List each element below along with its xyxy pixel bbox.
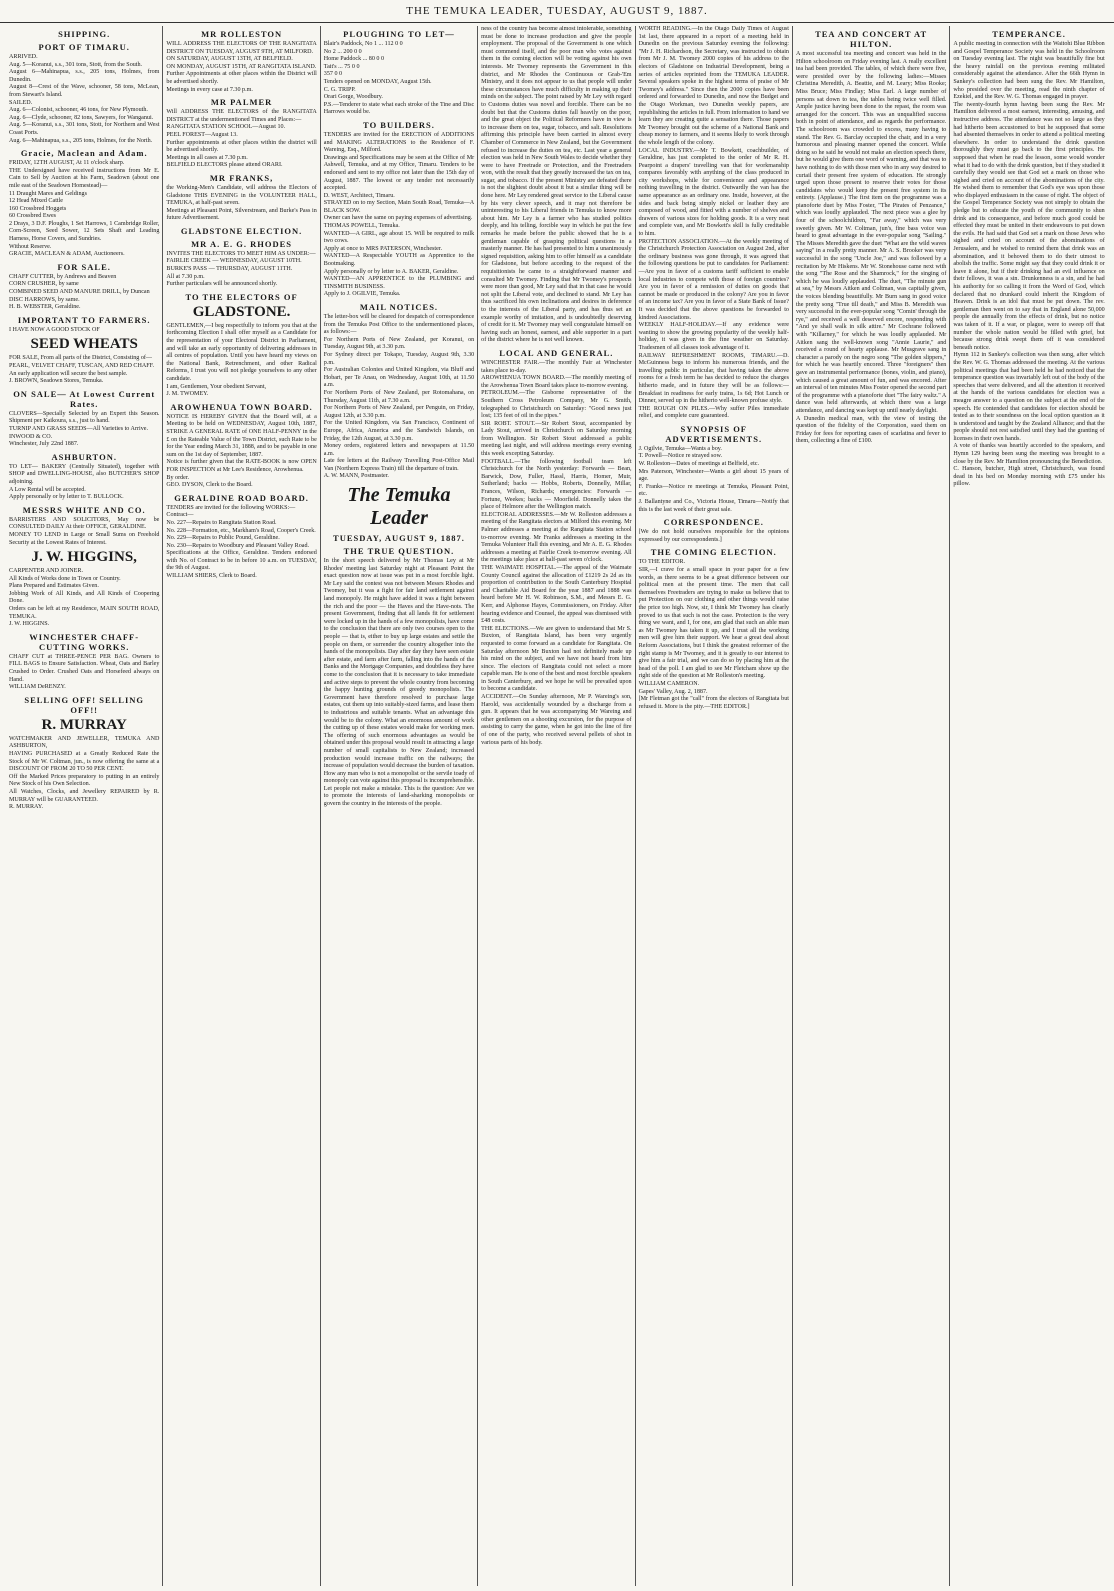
section-heading: IMPORTANT TO FARMERS. (17, 314, 151, 325)
section-heading: AROWHENUA TOWN BOARD. (170, 401, 313, 412)
column-4 (478, 26, 635, 1586)
section-heading: TEMPERANCE. (992, 29, 1066, 39)
article-text: TENDERS are invited for the following WORKS:— Contract— No. 227—Repairs to Rangitata Station Road. No. 228—Formation, etc., Markham's Road, Cooper's Creek. No. 229—Repairs to Public Pound, Geraldine. No. 230—Repairs to Woodbury and Pleasant Valley Road. Specifications at the Office, Geraldine. Tenders endorsed with No. of Contract to be in before 10 a.m. on TUESDAY, the 9th of August. WILLIAM SHIERS, Clerk to Board. (166, 504, 317, 580)
section-heading: MR FRANKS, (209, 172, 274, 183)
column-2 (163, 26, 320, 1586)
column-3 (321, 26, 478, 1586)
article-text: CLOVERS—Specially Selected by an Expert this Season. Shipment per Kaikoura, s.s., just to hand. TURNIP AND GRASS SEEDS—All Varieties to Arrive. INWOOD & CO. Winchester, July 22nd 1887. (9, 410, 160, 448)
section-heading: Gracie, Maclean and Adam. (20, 148, 148, 159)
section-heading: ASHBURTON. (51, 451, 117, 462)
article-text: BARRISTERS AND SOLICITORS, May now be CONSULTED DAILY At their OFFICE, GERALDINE. MONEY TO LEND in Large or Small Sums on Freehold Security at the Lowest Rates of Interest. (9, 516, 160, 546)
article-text: GENTLEMEN,—I beg respectfully to inform you that at the forthcoming Election I shall offer myself as a Candidate for the representation of your Electoral District in Parliament, and will take an early opportunity of delivering addresses in all centres of population. Until you have heard my views on the National Bank, Retrenchment, and other Radical Reforms, I trust you will not pledge yourselves to any other candidate. I am, Gentlemen, Your obedient Servant, J. M. TWOMEY. (166, 322, 317, 398)
section-heading: MAIL NOTICES. (359, 302, 439, 312)
article-text: TO LET— BAKERY (Centrally Situated), together with SHOP and DWELLING-HOUSE, also BUTCHER'S SHOP adjoining. A Low Rental will be accepted. Apply personally or by letter to T. BULLOCK. (9, 463, 160, 501)
section-heading: FOR SALE. (57, 261, 111, 272)
display-heading: GLADSTONE. (192, 303, 291, 320)
article-text: I HAVE NOW A GOOD STOCK OF (9, 326, 100, 333)
section-heading: MR PALMER (210, 97, 273, 108)
column-6 (793, 26, 950, 1586)
newspaper-nameplate: The Temuka Leader (347, 484, 451, 530)
article-text: The letter-box will be cleared for despatch of correspondence from the Temuka Post Office to the undermentioned places, as follows:— For Northern Ports of New Zealand, per Koranui, on Tuesday, August 9th, at 3.30 p.m. For Sydney direct per Tokapo, Tuesday, August 9th, 3.30 p.m. For Australian Colonies and United Kingdom, via Bluff and Hobart, per Te Anau, on Wednesday, August 10th, at 11.50 a.m. For Northern Ports of New Zealand, per Rotomahana, on Thursday, August 11th, at 7.30 a.m. For Northern Ports of New Zealand, per Penguin, on Friday, August 12th, at 3.30 p.m. For the United Kingdom, via San Francisco, Continent of Europe, Africa, America and the Sandwich Islands, on Friday, the 12th August, at 3.30 p.m. Money orders, registered letters and newspapers at 11.50 a.m. Late fee letters at the Railway Travelling Post-Office Mail Van (Northern Express Train) till the departure of train. A. W. MANN, Postmaster. (323, 314, 475, 480)
section-heading: LOCAL AND GENERAL. (499, 347, 614, 358)
article-text: A most successful tea meeting and concert was held in the Hilton schoolroom on Friday evening last. A really excellent tea had been provided. The tables, of which there were five, were presided over by the following ladies:—Misses Christina Meredith, A. Beattie, and M. Leary; Miss Rooke; Miss Bruce; Miss Findlay; Miss Earl. A large number of persons sat down to tea, the tables being twice well filled. Ample justice having been done to the repast, the room was arranged for the concert. This was an unqualified success both in point of attendance, and as regards the performance. The schoolroom was crowded to excess, many having to stand. The Rev. G. Barclay occupied the chair, and in a very humorous and pleasing manner opened the concert. While doing so he said he would not make an election speech there, but he would give them one word of warning, and that was to have nothing to do with those men who in any way desired to curtail their present free system of education. He strongly urged upon those present to reserve their votes for those candidates who would keep the present free system in its entirety. (Applause.) The first item on the programme was a pianoforte duet by Miss Foster, "The Pirates of Penzance," which was loudly applauded. The next piece was a glee by four of the schoolchildren, "Far away," which was very sweetly given. Mr W. Coltman, jun's, fine bass voice was heard to great advantage in the ever-popular song "Sailing." The Misses Meredith gave the duet "What are the wild waves saying" in a really pretty manner. Mr A. S. Brooker was very successful in the song "Uncle Joe," and was followed by a recitation by Mr Hiskens. Mr W. Stonehouse came next with the song "The Rose and the Shamrock," for the singing of which he was loudly applauded. The duet, "The minute gun at sea," by Messrs Aitken and Coltman, was capitally given, the voices blending beautifully. Mr Burn sang in good voice the pretty song "True till death," and Miss B. Meredith was very successful in the ever-popular song "Comin' through the rye," and received a well deserved encore, responding with "And ye shall walk in silk attire." Mr Cochrane followed with "Killarney," for which he was loudly applauded. Mr Aitken sang the well-known song "Annie Laurie," and received a round of hearty applause. Mr Musgrave sang in character a parody on the negro song "The golden slippers," for which he was heartily encored. Three "foreigners" then gave an instrumental performance (bones, violin, and piano), which caused a great amount of fun, and was encored. After an interval of ten minutes Miss Foster opened the second part of the programme with a pianoforte duet "The fairy waltz." A dance was held afterwards, at which there was a large attendance, and dancing was kept up until nearly daylight. A Dunedin medical man, with the view of testing the question of the fidelity of the Corporation, sued them on Friday for fees for reporting cases of scarlatina and fever to them, collecting a fine of £100. (795, 51, 947, 445)
article-text: WANTED—A GIRL, age about 15. Will be required to milk two cows. Apply at once to MRS PATERSON, Winchester. (323, 230, 475, 252)
section-heading: WINCHESTER CHAFF-CUTTING WORKS. (29, 631, 140, 652)
page-header: THE TEMUKA LEADER, TUESDAY, AUGUST 9, 1887. (0, 0, 1114, 23)
section-heading: ON SALE— At Lowest Current Rates. (13, 388, 156, 409)
section-heading: THE COMING ELECTION. (650, 547, 777, 558)
column-1 (6, 26, 163, 1586)
column-5 (636, 26, 793, 1586)
section-heading: CORRESPONDENCE. (663, 517, 764, 528)
section-heading: MR A. E. G. RHODES (191, 238, 293, 249)
columns (6, 26, 1108, 1586)
article-text: ARRIVED. Aug. 5—Koranui, s.s., 301 tons, Stott, from the South. August 6—Mahinapua, s.s., 205 tons, Holmes, from Dunedin. August 8—Crest of the Wave, schooner, 58 tons, McLean, from Stewart's Island. SAILED. Aug. 6—Colonist, schooner, 46 tons, for New Plymouth. Aug. 6—Clyde, schooner, 82 tons, Sawyers, for Wanganui. Aug. 5—Koranui, s.s., 301 tons, Stott, for Northern and West Coast Ports. Aug. 6—Mahinapua, s.s., 205 tons, Holmes, for the North. (9, 54, 160, 144)
article-text: Will ADDRESS THE ELECTORS of the RANGITATA DISTRICT at the undermentioned Times and Places:— RANGITATA STATION SCHOOL—August 10. PEEL FOREST—August 13. Further appointments at other places within the district will be advertised shortly. Meetings in all cases at 7.30 p.m. BELFIELD ELECTORS please attend ORARI. (166, 109, 317, 169)
article-text: FRIDAY, 12TH AUGUST, At 11 o'clock sharp. THE Undersigned have received instructions from Mr E. Cain to Sell by Auction at his Farm, Seadown (about one mile east of the Seadown Homestead)— 11 Draught Mares and Geldings 12 Head Mixed Cattle 160 Crossbred Hoggets 60 Crossbred Ewes 2 Drays, 3 D.F. Ploughs, 1 Set Harrows, 1 Cambridge Roller, Corn-Screen, Seed Sower, 12 Sets Shaft and Leading Harness, Horse Covers, and Sundries. Without Reserve. GRACIE, MACLEAN & ADAM, Auctioneers. (9, 160, 160, 258)
display-heading: SEED WHEATS (30, 336, 138, 353)
article-text: CHAFF CUTTER, by Andrews and Beaven CORN CRUSHER, by same COMBINED SEED AND MANURE DRILL, by Duncan DISC HARROWS, by same. H. B. WEBSTER, Geraldine. (9, 273, 150, 311)
column-7 (950, 26, 1107, 1586)
article-text: A public meeting in connection with the Waitohi Blue Ribbon and Gospel Temperance Society was held in the Schoolroom on Tuesday evening last. The night was beautifully fine but the heavy rainfall on the previous evening militated considerably against the attendance. After the 66th Hymn in Sankey's collection had been sung the Rev. Mr Hamilton, who presided over the meeting, read the ninth chapter of Ezekiel, and the Rev. W. G. Thomas engaged in prayer. The twenty-fourth hymn having been sung the Rev. Mr Hamilton delivered a most earnest, interesting, amusing, and instructive address. The attendance was not so large as they had hitherto been accustomed to but he supposed that some had absented themselves in order to attend a political meeting elsewhere. In order to understand the drink question thoroughly they must go back to the first principles. He supposed that when he read the lesson, some would wonder what it had to do with the drink question, but if they studied it carefully they would see that God set a mark on those who sighed and cried on account of the abominations of the city. He wished them to remember that God's eye was upon those who displayed enthusiasm in the cause of right. The object of the Gospel Temperance Society was not simply to obtain the pledge but to educate the youth of the community to shun drink and its consequence, and before much good could be effected they must be united in their endeavours to put down the evils. He had said that God set a mark on those Jews who sighed and cried on account of the abominations of Jerusalem, and he wished to remind them that drink was an abomination, and it behoved them to do their utmost to abolish the traffic. Some might say that they could drink it or leave it alone, but if their drinking had an evil influence on their fellows, it was a sin. Drunkenness is a sin, and he had his authority for so calling it from the Word of God, which declared that no drunkard could inherit the Kingdom of Heaven. Drink is an idol that must be put down. The rev. gentleman then went on to say that in England alone 50,000 people die annually from the effects of drink, but no notice was taken of it. If a war, or plague, were to sweep off that number the whole nation would be filled with grief, but because strong drink swept them off it was considered beneath notice. Hymn 112 in Sankey's collection was then sung, after which the Rev. W. G. Thomas addressed the meeting. At the various political meetings that had been held he had noticed that the temperance question was invariably left out of the body of the speeches that were delivered, and all the attention it received at the hands of the various candidates for election was a meagre answer to a question on the subject at the end of the speech. He contended that candidates for election should be tested as to their soundness on the local option question as it is understood and taught by the Zealand Alliance; and that the people should not rest satisfied until they had the granting of licenses in their own hands. A vote of thanks was heartily accorded to the speakers, and Hymn 129 having been sung the meeting was brought to a close by the Rev. Mr Hamilton pronouncing the Benediction. C. Hanson, butcher, High street, Christchurch, was found dead in his bed on Monday morning with £75 under his pillow. (953, 41, 1105, 488)
article-text: TENDERS are invited for the ERECTION of ADDITIONS and MAKING ALTERATIONS to the Residence of F. Wareing, Esq., Milford. Drawings and Specifications may be seen at the Office of Mr Ashwell, Temuka, and at my Office, Timaru. Tenders to be endorsed and sent to my office not later than the 15th day of August, 1887. The lowest or any tender not necessarily accepted. D. WEST, Architect, Timaru. (323, 131, 475, 199)
article-text: WILL ADDRESS THE ELECTORS OF THE RANGITATA DISTRICT ON TUESDAY, AUGUST 9TH, AT MILFORD. ON SATURDAY, AUGUST 13TH, AT BELFIELD. ON MONDAY, AUGUST 15TH, AT RANGITATA ISLAND. Further Appointments at other places within the District will be advertised shortly. Meetings in every case at 7.30 p.m. (166, 41, 317, 93)
article-text: CHAFF CUT at THREE-PENCE PER BAG. Owners to FILL BAGS to Ensure Satisfaction. Wheat, Oats and Barley Crushed to Order. Crushed Oats and Horsefeed always on Hand. WILLIAM DeRENZY. (9, 653, 160, 691)
section-heading: SHIPPING. (58, 29, 111, 39)
article-text: WANTED—A Respectable YOUTH as Apprentice to the Bootmaking. Apply personally or by letter to A. BAKER, Geraldine. (323, 253, 475, 275)
article-text: Blair's Paddock, No 1 ... 112 0 0 No 2 ... 200 0 0 Home Paddock ... 80 0 0 Tait's ... 75 0 0 357 0 0 Tenders opened on MONDAY, August 15th. C. G. TRIPP. Orari Gorge, Woodbury. P.S.—Tenderer to state what each stroke of the Tine and Disc Harrows would be. (323, 41, 475, 116)
article-text: CARPENTER AND JOINER. All Kinds of Works done in Town or Country. Plans Prepared and Estimates Given. Jobbing Work of All Kinds, and All Kinds of Coopering Done. Orders can be left at my Residence, MAIN SOUTH ROAD, TEMUKA. J. W. HIGGINS. (9, 568, 160, 628)
section-heading: TUESDAY, AUGUST 9, 1887. (333, 533, 465, 544)
section-heading: MESSRS WHITE AND CO. (22, 504, 146, 515)
section-heading: MR ROLLESTON (201, 29, 283, 39)
display-heading: R. MURRAY (41, 716, 127, 733)
article-text: In the short speech delivered by Mr Thomas Ley at Mr Rhodes' meeting last Saturday night at Pleasant Point the exact question now at issue was put in a most forcible light. Mr Ley said the contest was not between Messrs Rhodes and Twomey, but it was a fight for fair land settlement against land monopoly. He might have added it was a fight between the rich and the poor — the Haves and the Have-nots. The present Government, finding that all lands fit for settlement were locked up in the hands of a few monopolists, have come to the conclusion that there are only two courses open to the people — that is, either to buy up large estates and settle the people on them, or surrender the country altogether into the hands of the monopolists. Day after day they have seen estate after estate, and farm after farm, falling into the hands of the Banks and the Mortgage Companies, and doubtless they have come to the conclusion that it is necessary to take immediate and active steps to prevent the whole country from becoming the happy hunting grounds of greedy monopolists. The Government have therefore resolved to purchase large estates, cut them up into suitably-sized farms, and lease them to industrious and suitable tenants. What an advantage this would be to the colony. What an enormous amount of work the cutting up of these estates would make for working men. The offering of such enormous advantages as would be obtained under this proposal would result in attracting a large number of small capitalists to New Zealand; increased production would increase traffic on the railways; the increase of population would decrease the burden of taxation. How any man who is not a monopolist or the servile toady of monopoly can vote against this proposal is incomprehensible. Let people not make a mistake. This is the question: Are we to promote the interests of land-sharking monopolists or govern the country in the interests of the people. (323, 558, 475, 808)
article-text: [We do not hold ourselves responsible for the opinions expressed by our correspondents.] (638, 529, 789, 543)
section-heading: SELLING OFF! SELLING OFF!! (24, 694, 145, 715)
display-heading: J. W. HIGGINS, (31, 549, 137, 566)
article-text: TO THE EDITOR. SIR,—I crave for a small space in your paper for a few words, as there seems to be a great difference between our political men at the present time. The men that call themselves Freetraders are trying to make us believe that to put Protection on our clothing and other things would raise the price too high. Now, sir, I think Mr Twomey has clearly proved to us that such is not the case. Protection is the very thing we want, and I, for one, am glad that such an able man as Mr Twomey has taken it up, and I trust all the working men will give him their support. We hear a great deal about Reform Associations, but I think the greatest reformer of the right stamp is Mr Twomey, and it is greatly to our interest to give him a fair trial, and we can do so by placing him at the head of the poll. I am glad to see Mr Fletcham show up the right side of the question at Mr Rolleston's meeting. WILLIAM CAMERON. Gapes' Valley, Aug. 2, 1887. [Mr Fletman got the "call" from the electors of Rangitata but refused it. More is the pity.—THE EDITOR.] (638, 559, 789, 710)
article-text: WORTH READING.—In the Otago Daily Times of August 1st last, there appeared in a report of a meeting held in Dunedin on the previous Saturday evening the following: "Mr J. H. Richardson, the Secretary, was instructed to obtain from Mr J. M. Twomey 2000 copies of his address to the electors of Gladstone on Industrial Development, being a series of articles reprinted from the TEMUKA LEADER. Several speakers spoke in the highest terms of praise of Mr Twomey's address." Since then the 2000 copies have been ordered and forwarded to Dunedin, and now the Budget and the Otago Workman, two Dunedin weekly papers, are republishing the articles in full. From information to hand we learn they are creating quite a sensation there. Those papers Mr Twomey brought out the scheme of a National Bank and cheap money to farmers, and it seems likely to work through the whole length of the colony. LOCAL INDUSTRY.—Mr T. Bowkett, coachbuilder, of Geraldine, has just completed to the order of Mr R. H. Pearpoint a drapers' travelling van that for workmanship compares favorably with anything of the class produced in city workshops, while for convenience and appearance nothing travelling in the district. Outwardly the van has the same appearance as an ordinary one. Inside, however, at the sides and back being simply nickel or leather they are composed of wood, and fitted with a number of shelves and drawers of various sizes for holding goods. It is a very neat and complete van, and Mr Bowkett's skill is fully creditable to him. PROTECTION ASSOCIATION.—At the weekly meeting of the Christchurch Protection Association on August 2nd, after the ordinary business was gone through, it was agreed that the following questions be put to candidates for Parliament:—Are you in favor of a customs tariff sufficient to enable local industries to compete with those of foreign countries? Are you in favor of a remission of duties on goods that cannot be made or produced in the colony? Are you in favor of an income tax? Are you in favor of a State Bank of Issue? It was decided that the above questions be forwarded to kindred Associations. WEEKLY HALF-HOLIDAY.—If any evidence were wanting to show the growing popularity of the weekly half-holiday, it was given in the fine weather on Saturday. Tradesmen of all classes took advantage of it. RAILWAY REFRESHMENT ROOMS, TIMARU.—D. McGuinness begs to inform his numerous friends, and the travelling public in particular, that having taken the above rooms for a fresh term he has decided to reduce the charges hitherto made, and in future they will be as follows:—Breakfast in readiness for early trains, 1s 6d; Hot Lunch or Dinner, served up in the hitherto well-known profuse style. THE ROUGH ON PILES.—Why suffer Piles immediate relief, and complete cure guaranteed. (638, 26, 789, 420)
article-text: STRAYED on to my Section, Main South Road, Temuka—A BLACK SOW. Owner can have the same on paying expenses of advertising. THOMAS POWELL, Temuka. (323, 200, 475, 230)
article-text: ness of the country has become almost intolerable, something must be done to increase production and give the people employment. The proposal of the Government is one which must commend itself, and the poor man who votes against them in the coming election will be voting against his own interests. Mr Twomey represents the Government in this district, and Mr Rhodes the Continuous or Grab-'Em Ministry, and it does not appear to us that people will under these circumstances have much difficulty in making up their minds on the subject. The point raised by Mr Ley with regard to Customs duties was novel and forcible. There can be no doubt but that the Customs duties fall heavily on the poor, and the great object the Political Reformers have in view is to increase them on tea, sugar, tobacco, and salt. Resolutions affirming this principle have been carried in almost every Chamber of Commerce in New Zealand, but the Government refused to increase the duties on tea, etc. Last year a general election was held in New South Wales to decide whether they were to have Freetrade or Protection, and the Freetraders won, with the result that they greatly increased the tax on tea, sugar, and tobacco. If the present Ministry are defeated there is not the slightest doubt about it but a similar thing will be done here. Mr Ley rendered great service to the Liberal cause by his very clever speech, and it may not therefore be uninteresting to his Liberal friends in Temuka to know more about him. Mr Ley is a farmer who has studied politics deeply, and his telling, forcible way in which he put the few remarks he made before the public showed that he is a gentleman capable of grasping political questions in a masterly manner. He has had presented to him a unanimously signed requisition, asking him to offer himself as a candidate for Gladstone, but before acceding to the request of the requisitionists he came to a straightforward manner and consulted Mr Twomey. Finding that Mr Twomey's prospects were more than good, Mr Ley said that in that case he would not split the Liberal vote, and declined to stand. Mr Ley has thus sacrificed his own inclinations and desires in deference to the interests of the Liberal party, and has thus set an example worthy of imitation, and is undoubtedly deserving of credit for it. Mr Twomey may well congratulate himself on having such an honest, earnest, and able supporter in a part of the district where he is not well known. (481, 26, 632, 344)
section-heading: GLADSTONE ELECTION. (180, 225, 303, 236)
section-heading: TO BUILDERS. (363, 119, 435, 130)
article-text: J. Ogilvie, Temuka—Wants a boy. T. Powell—Notice re strayed sow. W. Rolleston—Dates of meetings at Belfield, etc. Mrs Paterson, Winchester—Wants a girl about 15 years of age. F. Franks—Notice re meetings at Temuka, Pleasant Point, etc. J. Ballantyne and Co., Victoria House, Timaru—Notify that this is the last week of their great sale. (638, 445, 789, 513)
article-text: FOR SALE, From all parts of the District, Consisting of— PEARL, VELVET CHAFF, TUSCAN, AND RED CHAFF. An early application will secure the best sample. J. BROWN, Seadown Stores, Temuka. (9, 355, 155, 385)
section-heading: TO THE ELECTORS OF (185, 291, 298, 302)
section-heading: SYNOPSIS OF ADVERTISEMENTS. (665, 423, 763, 444)
section-heading: THE TRUE QUESTION. (343, 546, 455, 557)
article-text: WATCHMAKER AND JEWELLER, TEMUKA AND ASHBURTON, HAVING PURCHASED at a Greatly Reduced Rate the Stock of Mr W. Coltman, jun., is now offering the same at a DISCOUNT OF FROM 20 TO 50 PER CENT. Off the Marked Prices preparatory to putting in an entirely New Stock of his Own Selection. All Watches, Clocks, and Jewellery REPAIRED by R. MURRAY will be GUARANTEED. R. MURRAY. (9, 735, 160, 811)
section-heading: PLOUGHING TO LET— (343, 29, 455, 39)
article-text: NOTICE IS HEREBY GIVEN that the Board will, at a Meeting to be held on WEDNESDAY, August 10th, 1887, STRIKE A GENERAL RATE of ONE HALF-PENNY in the £ on the Rateable Value of the Town District, such Rate to be for the Year ending March 31, 1888, and to be payable in one sum on the 1st day of September, 1887. Notice is further given that the RATE-BOOK is now OPEN FOR INSPECTION at Mr Lee's Residence, Arowhenua. By order. GEO. DYSON, Clerk to the Board. (166, 413, 317, 489)
section-heading: PORT OF TIMARU. (38, 42, 130, 52)
section-heading: GERALDINE ROAD BOARD. (174, 492, 309, 503)
article-text: INVITES THE ELECTORS TO MEET HIM AS UNDER:— FAIRLIE CREEK — WEDNESDAY, AUGUST 10TH. BURKE'S PASS — THURSDAY, AUGUST 11TH. All at 7.30 p.m. Further particulars will be announced shortly. (166, 250, 316, 288)
section-heading: TEA AND CONCERT AT HILTON. (815, 29, 928, 49)
article-text: WANTED—AN APPRENTICE to the PLUMBING and TINSMITH BUSINESS. Apply to J. OGILVIE, Temuka. (323, 276, 475, 298)
article-text: WINCHESTER FAIR.—The monthly Fair at Winchester takes place to-day. AROWHENUA TOWN BOARD.—The monthly meeting of the Arowhenua Town Board takes place to-morrow evening. PETROLEUM.—The Gisborne representative of the Southern Cross Petroleum Company, Mr G. Smith, telegraphed to Christchurch on Saturday: "Good news just lost; 135 feet of oil in the pipes." SIR ROBT. STOUT.—Sir Robert Stout, accompanied by Lady Stout, arrived in Christchurch on Saturday morning from Wellington. Sir Robert Stout addressed a public meeting last night, and will address meetings every evening this week excepting Saturday. FOOTBALL.—The following football team left Christchurch for the North yesterday: Forwards — Bean, Barwick, Dow, Fuller, Hassl, Harris, Homer, Muir, Sutherland; backs — Hobbs, Roberts, Donnelly, Millar, Frances, Wilson, Richards; emergencies: Forwards — Fortune, Weekes; backs — Moorfield. Donnelly takes the place of Helmore after the Wellington match. ELECTORAL ADDRESSES.—Mr W. Rolleston addresses a meeting of the Rangitata electors at Milford this evening. Mr Palmer addresses a meeting at the Rangitata Station school to-morrow evening. Mr Franks addresses a meeting in the Temuka Volunteer Hall this evening, and Mr A. E. G. Rhodes addresses a meeting at Fairlie Creek to-morrow evening. All the meetings take place at half-past seven o'clock. THE WAIMATE HOSPITAL.—The appeal of the Waimate County Council against the allocation of £1219 2s 2d as its proportion of contribution to the South Canterbury Hospital and Charitable Aid Board for the year 1887 and 1888 was heard before Mr H. W. Robinson, S.M., and Messrs E. G. Kerr, and Alphonse Hayes, Commissioners, on Friday. After hearing evidence and Counsel, the appeal was dismissed with £48 costs. THE ELECTIONS.—We are given to understand that Mr S. Buxton, of Rangitata Island, has been very urgently requested to come forward as a candidate for Rangitata. On Saturday afternoon Mr Buxton had not definitely made up his mind on the subject, and we have not heard from him since. The electors of Rangitata could not select a more capable man. He is one of the best and most forcible speakers in South Canterbury, and we hope he will be prevailed upon to become a candidate. ACCIDENT.—On Sunday afternoon, Mr P. Wareing's son, Harold, was accidentally wounded by a discharge from a gun. It appears that he was accompanying Mr Wareing and other gentlemen on a shooting excursion, for the purpose of assisting to carry the game, when he got into the line of fire of one of the party, who received several pellets of shot in various parts of his body. (481, 359, 632, 746)
article-text: the Working-Men's Candidate, will address the Electors of Gladstone THIS EVENING in the VOLUNTEER HALL, TEMUKA, at half-past seven. Meetings at Pleasant Point, Silverstream, and Burke's Pass in future Advertisement. (166, 184, 317, 222)
